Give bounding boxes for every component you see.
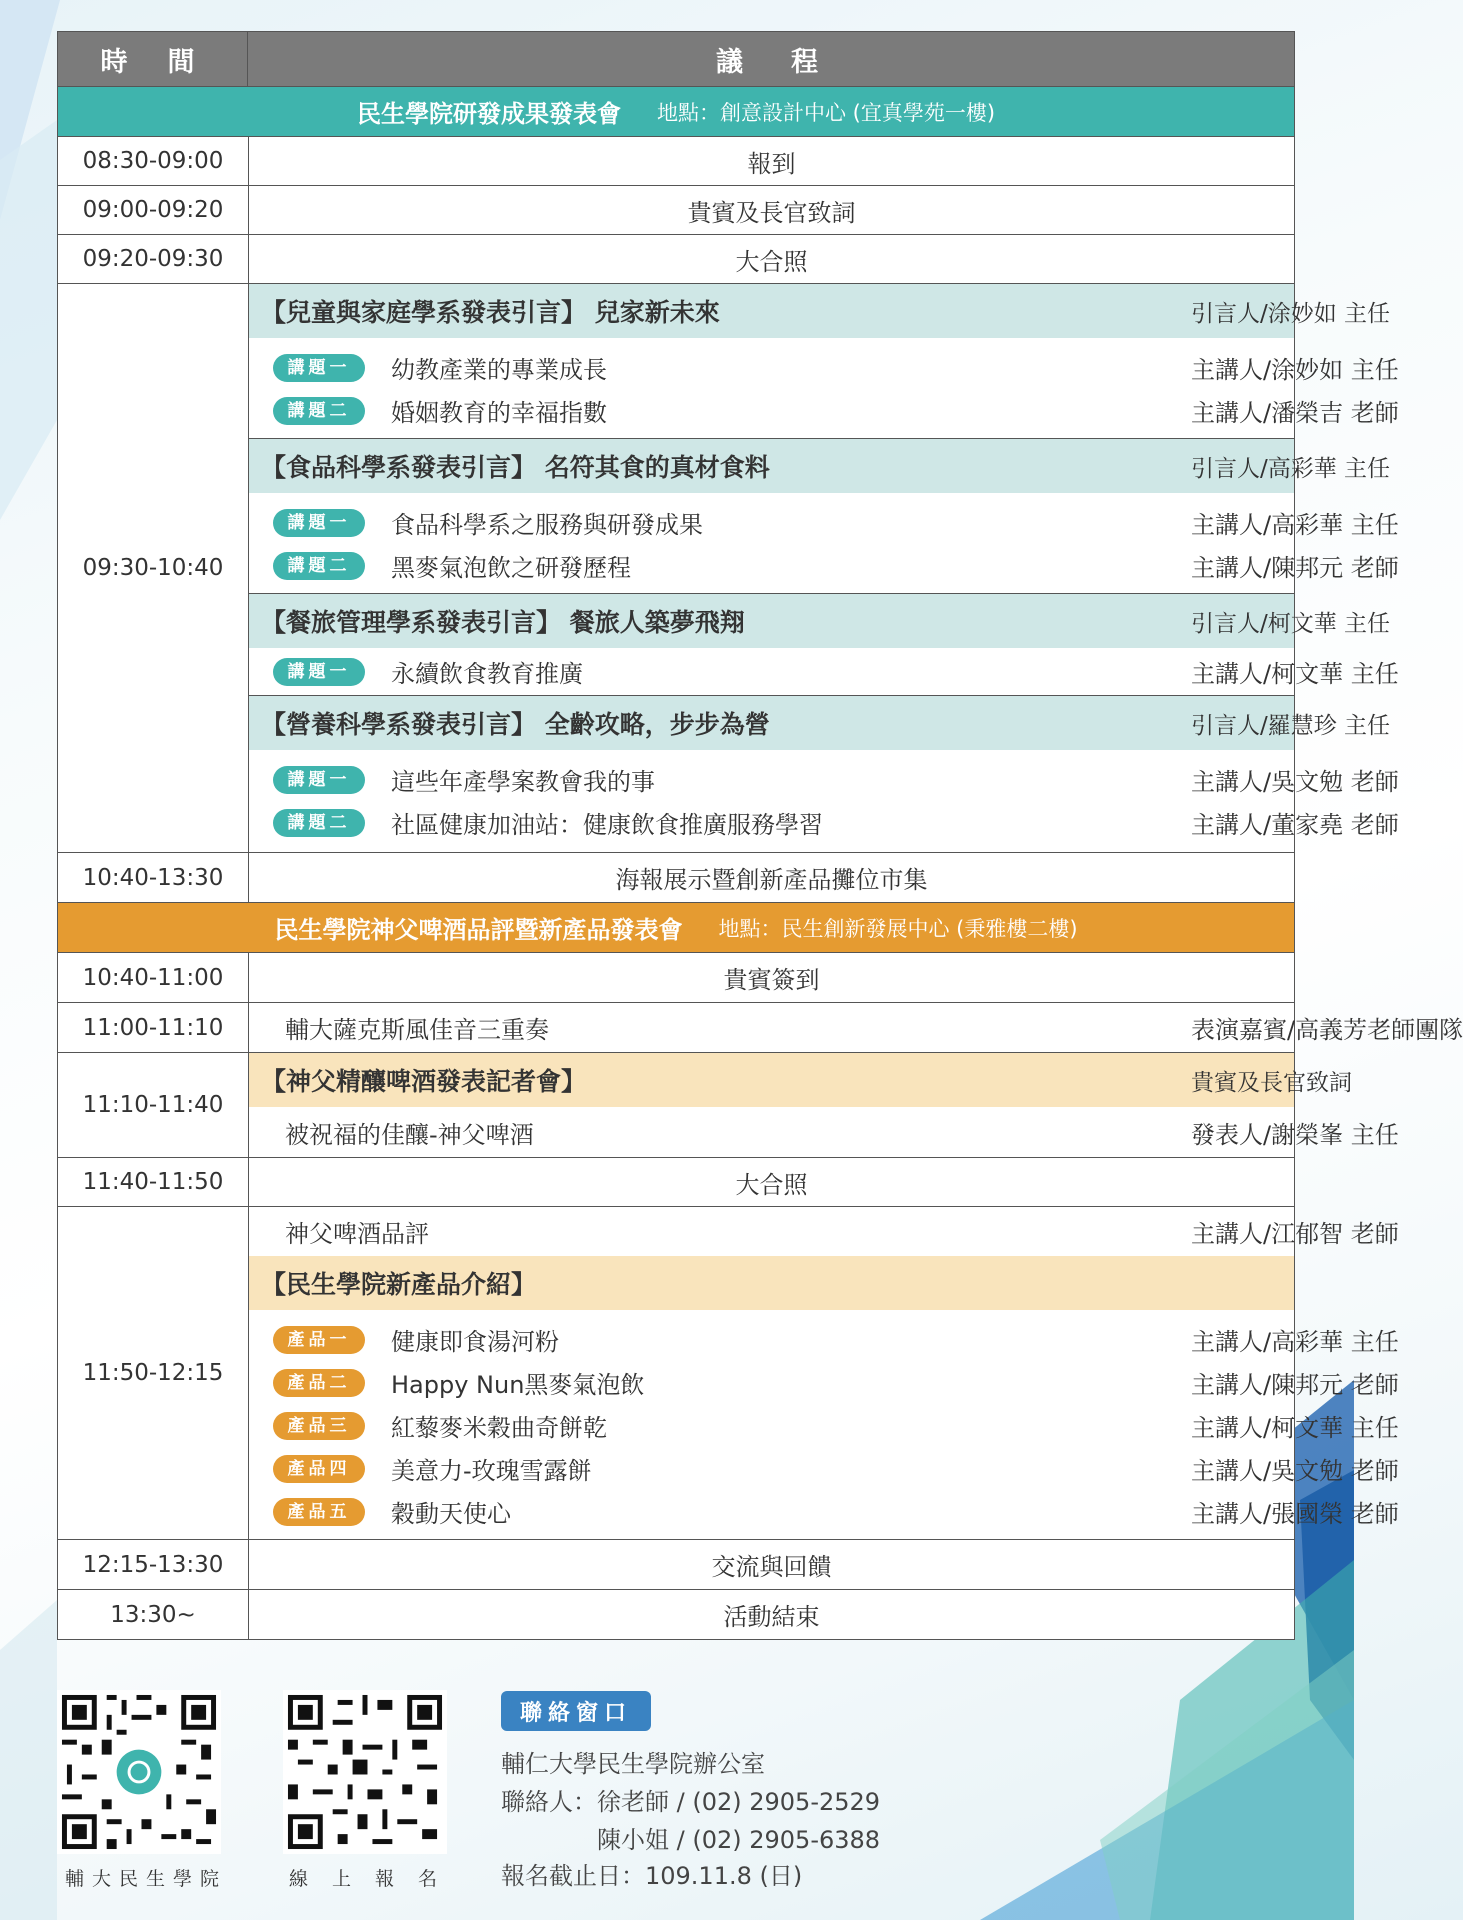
schedule-row <box>57 1003 1463 1053</box>
product-row <box>249 1447 1399 1490</box>
qr-code-icon <box>283 1690 447 1854</box>
dept-host: 引言人/高彩華 主任 <box>1191 455 1391 482</box>
press-sub: 被祝福的佳釀-神父啤酒 <box>285 1120 534 1149</box>
product-title: Happy Nun黑麥氣泡飲 <box>391 1371 645 1399</box>
schedule-row <box>57 953 1295 1003</box>
time-cell: 09:20-09:30 <box>58 235 249 283</box>
qr-code-icon <box>57 1690 221 1854</box>
time-cell: 12:15-13:30 <box>58 1540 249 1589</box>
time-cell: 09:00-09:20 <box>58 186 249 234</box>
agenda-cell: 貴賓簽到 <box>249 953 1294 1002</box>
talk-tag: 講題二 <box>273 397 365 425</box>
contact-person-2: 陳小姐 / (02) 2905-6388 <box>597 1826 881 1854</box>
agenda-cell <box>249 1207 1399 1539</box>
presentations-cell <box>249 284 1399 852</box>
talk-title: 永續飲食教育推廣 <box>391 660 583 688</box>
dept-host: 引言人/柯文華 主任 <box>1191 610 1391 637</box>
section-location: 地點：創意設計中心 (宜真學苑一樓) <box>656 100 996 125</box>
dept-title: 【營養科學系發表引言】 全齡攻略，步步為營 <box>261 710 770 739</box>
dept-title: 【餐旅管理學系發表引言】 餐旅人築夢飛翔 <box>261 608 745 637</box>
product-row <box>249 1404 1399 1447</box>
talk-tag: 講題一 <box>273 509 365 537</box>
talk-list <box>249 648 1399 695</box>
schedule-row <box>57 1158 1295 1207</box>
dept-title: 【食品科學系發表引言】 名符其食的真材食料 <box>261 453 770 482</box>
product-row <box>249 1361 1399 1404</box>
review-row <box>249 1207 1399 1256</box>
schedule-row-presentations <box>57 284 1399 853</box>
talk-speaker: 主講人/涂妙如 主任 <box>1191 356 1399 384</box>
time-cell: 10:40-13:30 <box>58 853 249 902</box>
product-speaker: 主講人/陳邦元 老師 <box>1191 1371 1399 1399</box>
talk-title: 食品科學系之服務與研發成果 <box>391 511 703 539</box>
time-cell: 13:30~ <box>58 1590 249 1639</box>
agenda-right: 表演嘉賓/高義芳老師團隊 <box>1191 1016 1463 1044</box>
footer <box>57 1688 1295 1888</box>
registration-deadline: 報名截止日：109.11.8 (日) <box>501 1862 803 1890</box>
talk-tag: 講題二 <box>273 552 365 580</box>
qr-registration-label: 線上報名 <box>289 1868 462 1890</box>
press-sub-right: 發表人/謝榮峯 主任 <box>1191 1120 1399 1149</box>
agenda-cell: 活動結束 <box>249 1590 1294 1639</box>
schedule-row <box>57 186 1295 235</box>
time-cell: 11:40-11:50 <box>58 1158 249 1206</box>
talk-list <box>249 750 1399 852</box>
talk-tag: 講題一 <box>273 354 365 382</box>
dept-host: 引言人/涂妙如 主任 <box>1191 300 1391 327</box>
time-cell: 11:00-11:10 <box>58 1003 249 1052</box>
agenda-cell: 貴賓及長官致詞 <box>249 186 1294 234</box>
agenda-cell <box>249 1003 1463 1052</box>
time-cell: 10:40-11:00 <box>58 953 249 1002</box>
product-list <box>249 1310 1399 1539</box>
agenda-item: 輔大薩克斯風佳音三重奏 <box>285 1016 549 1044</box>
talk-list <box>249 338 1399 438</box>
talk-row <box>249 501 1399 544</box>
talk-title: 幼教產業的專業成長 <box>391 356 607 384</box>
dept-intro-row <box>249 438 1391 493</box>
product-speaker: 主講人/柯文華 主任 <box>1191 1414 1399 1442</box>
agenda-cell: 報到 <box>249 137 1294 185</box>
talk-speaker: 主講人/高彩華 主任 <box>1191 511 1399 539</box>
product-speaker: 主講人/吳文勉 老師 <box>1191 1457 1399 1485</box>
product-title: 紅藜麥米穀曲奇餅乾 <box>391 1414 607 1442</box>
press-sub-row <box>249 1107 1399 1157</box>
section-beer-banner <box>57 903 1295 953</box>
schedule-row <box>57 137 1295 186</box>
header-time: 時間 <box>58 32 248 86</box>
contact-person-1: 聯絡人：徐老師 / (02) 2905-2529 <box>501 1788 881 1816</box>
talk-speaker: 主講人/柯文華 主任 <box>1191 660 1399 688</box>
table-header <box>57 31 1295 87</box>
talk-title: 社區健康加油站：健康飲食推廣服務學習 <box>391 811 823 839</box>
talk-row <box>249 801 1399 844</box>
dept-intro-row <box>249 593 1391 648</box>
product-speaker: 主講人/張國榮 老師 <box>1191 1500 1399 1528</box>
talk-row <box>249 544 1399 587</box>
product-tag: 產品二 <box>273 1369 365 1397</box>
time-cell: 08:30-09:00 <box>58 137 249 185</box>
press-title-row <box>249 1053 1352 1107</box>
contact-office: 輔仁大學民生學院辦公室 <box>501 1750 765 1778</box>
product-tag: 產品三 <box>273 1412 365 1440</box>
talk-row <box>249 346 1399 389</box>
section-title: 民生學院研發成果發表會 <box>356 100 621 128</box>
product-row <box>249 1318 1399 1361</box>
talk-speaker: 主講人/潘榮吉 老師 <box>1191 399 1399 427</box>
product-title: 健康即食湯河粉 <box>391 1328 559 1356</box>
time-cell: 11:10-11:40 <box>58 1053 249 1157</box>
press-right: 貴賓及長官致詞 <box>1191 1069 1352 1096</box>
time-cell: 11:50-12:15 <box>58 1207 249 1539</box>
product-title: 穀動天使心 <box>391 1500 511 1528</box>
product-speaker: 主講人/高彩華 主任 <box>1191 1328 1399 1356</box>
products-title: 【民生學院新產品介紹】 <box>261 1270 537 1299</box>
product-tag: 產品一 <box>273 1326 365 1354</box>
talk-tag: 講題一 <box>273 766 365 794</box>
qr-code-registration[interactable] <box>283 1690 447 1854</box>
schedule-row-products <box>57 1207 1399 1540</box>
section-location: 地點：民生創新發展中心 (秉雅樓二樓) <box>718 916 1078 941</box>
talk-row <box>249 389 1399 432</box>
talk-speaker: 主講人/吳文勉 老師 <box>1191 768 1399 796</box>
talk-title: 黑麥氣泡飲之研發歷程 <box>391 554 631 582</box>
time-cell: 09:30-10:40 <box>58 284 249 852</box>
talk-tag: 講題二 <box>273 809 365 837</box>
talk-speaker: 主講人/陳邦元 老師 <box>1191 554 1399 582</box>
agenda-cell: 海報展示暨創新產品攤位市集 <box>249 853 1294 902</box>
section-title: 民生學院神父啤酒品評暨新產品發表會 <box>274 916 683 944</box>
talk-tag: 講題一 <box>273 658 365 686</box>
qr-code-college[interactable] <box>57 1690 221 1854</box>
talk-row <box>249 650 1399 693</box>
schedule-row <box>57 235 1295 284</box>
agenda-cell <box>249 1053 1399 1157</box>
products-title-row <box>249 1256 1294 1310</box>
agenda-cell: 大合照 <box>249 1158 1294 1206</box>
review-title: 神父啤酒品評 <box>285 1220 429 1248</box>
dept-host: 引言人/羅慧珍 主任 <box>1191 712 1391 739</box>
schedule-row <box>57 1540 1295 1590</box>
header-agenda: 議程 <box>716 46 866 78</box>
agenda-cell: 大合照 <box>249 235 1294 283</box>
talk-speaker: 主講人/董家堯 老師 <box>1191 811 1399 839</box>
product-tag: 產品五 <box>273 1498 365 1526</box>
talk-row <box>249 758 1399 801</box>
talk-title: 這些年產學案教會我的事 <box>391 768 655 796</box>
schedule-row <box>57 1590 1295 1640</box>
schedule-row-press <box>57 1053 1399 1158</box>
dept-intro-row <box>249 284 1391 338</box>
agenda-cell: 交流與回饋 <box>249 1540 1294 1589</box>
product-tag: 產品四 <box>273 1455 365 1483</box>
product-row <box>249 1490 1399 1533</box>
dept-title: 【兒童與家庭學系發表引言】 兒家新未來 <box>261 298 720 327</box>
contact-badge: 聯絡窗口 <box>501 1691 651 1731</box>
talk-list <box>249 493 1399 593</box>
press-title: 【神父精釀啤酒發表記者會】 <box>261 1067 587 1096</box>
talk-title: 婚姻教育的幸福指數 <box>391 399 607 427</box>
product-title: 美意力-玫瑰雪露餅 <box>391 1457 592 1485</box>
dept-intro-row <box>249 695 1391 750</box>
review-speaker: 主講人/江郁智 老師 <box>1191 1220 1399 1248</box>
qr-college-label: 輔大民生學院 <box>65 1868 228 1890</box>
schedule-row <box>57 853 1295 903</box>
section-research-banner <box>57 87 1295 137</box>
schedule-table <box>57 31 1463 1640</box>
